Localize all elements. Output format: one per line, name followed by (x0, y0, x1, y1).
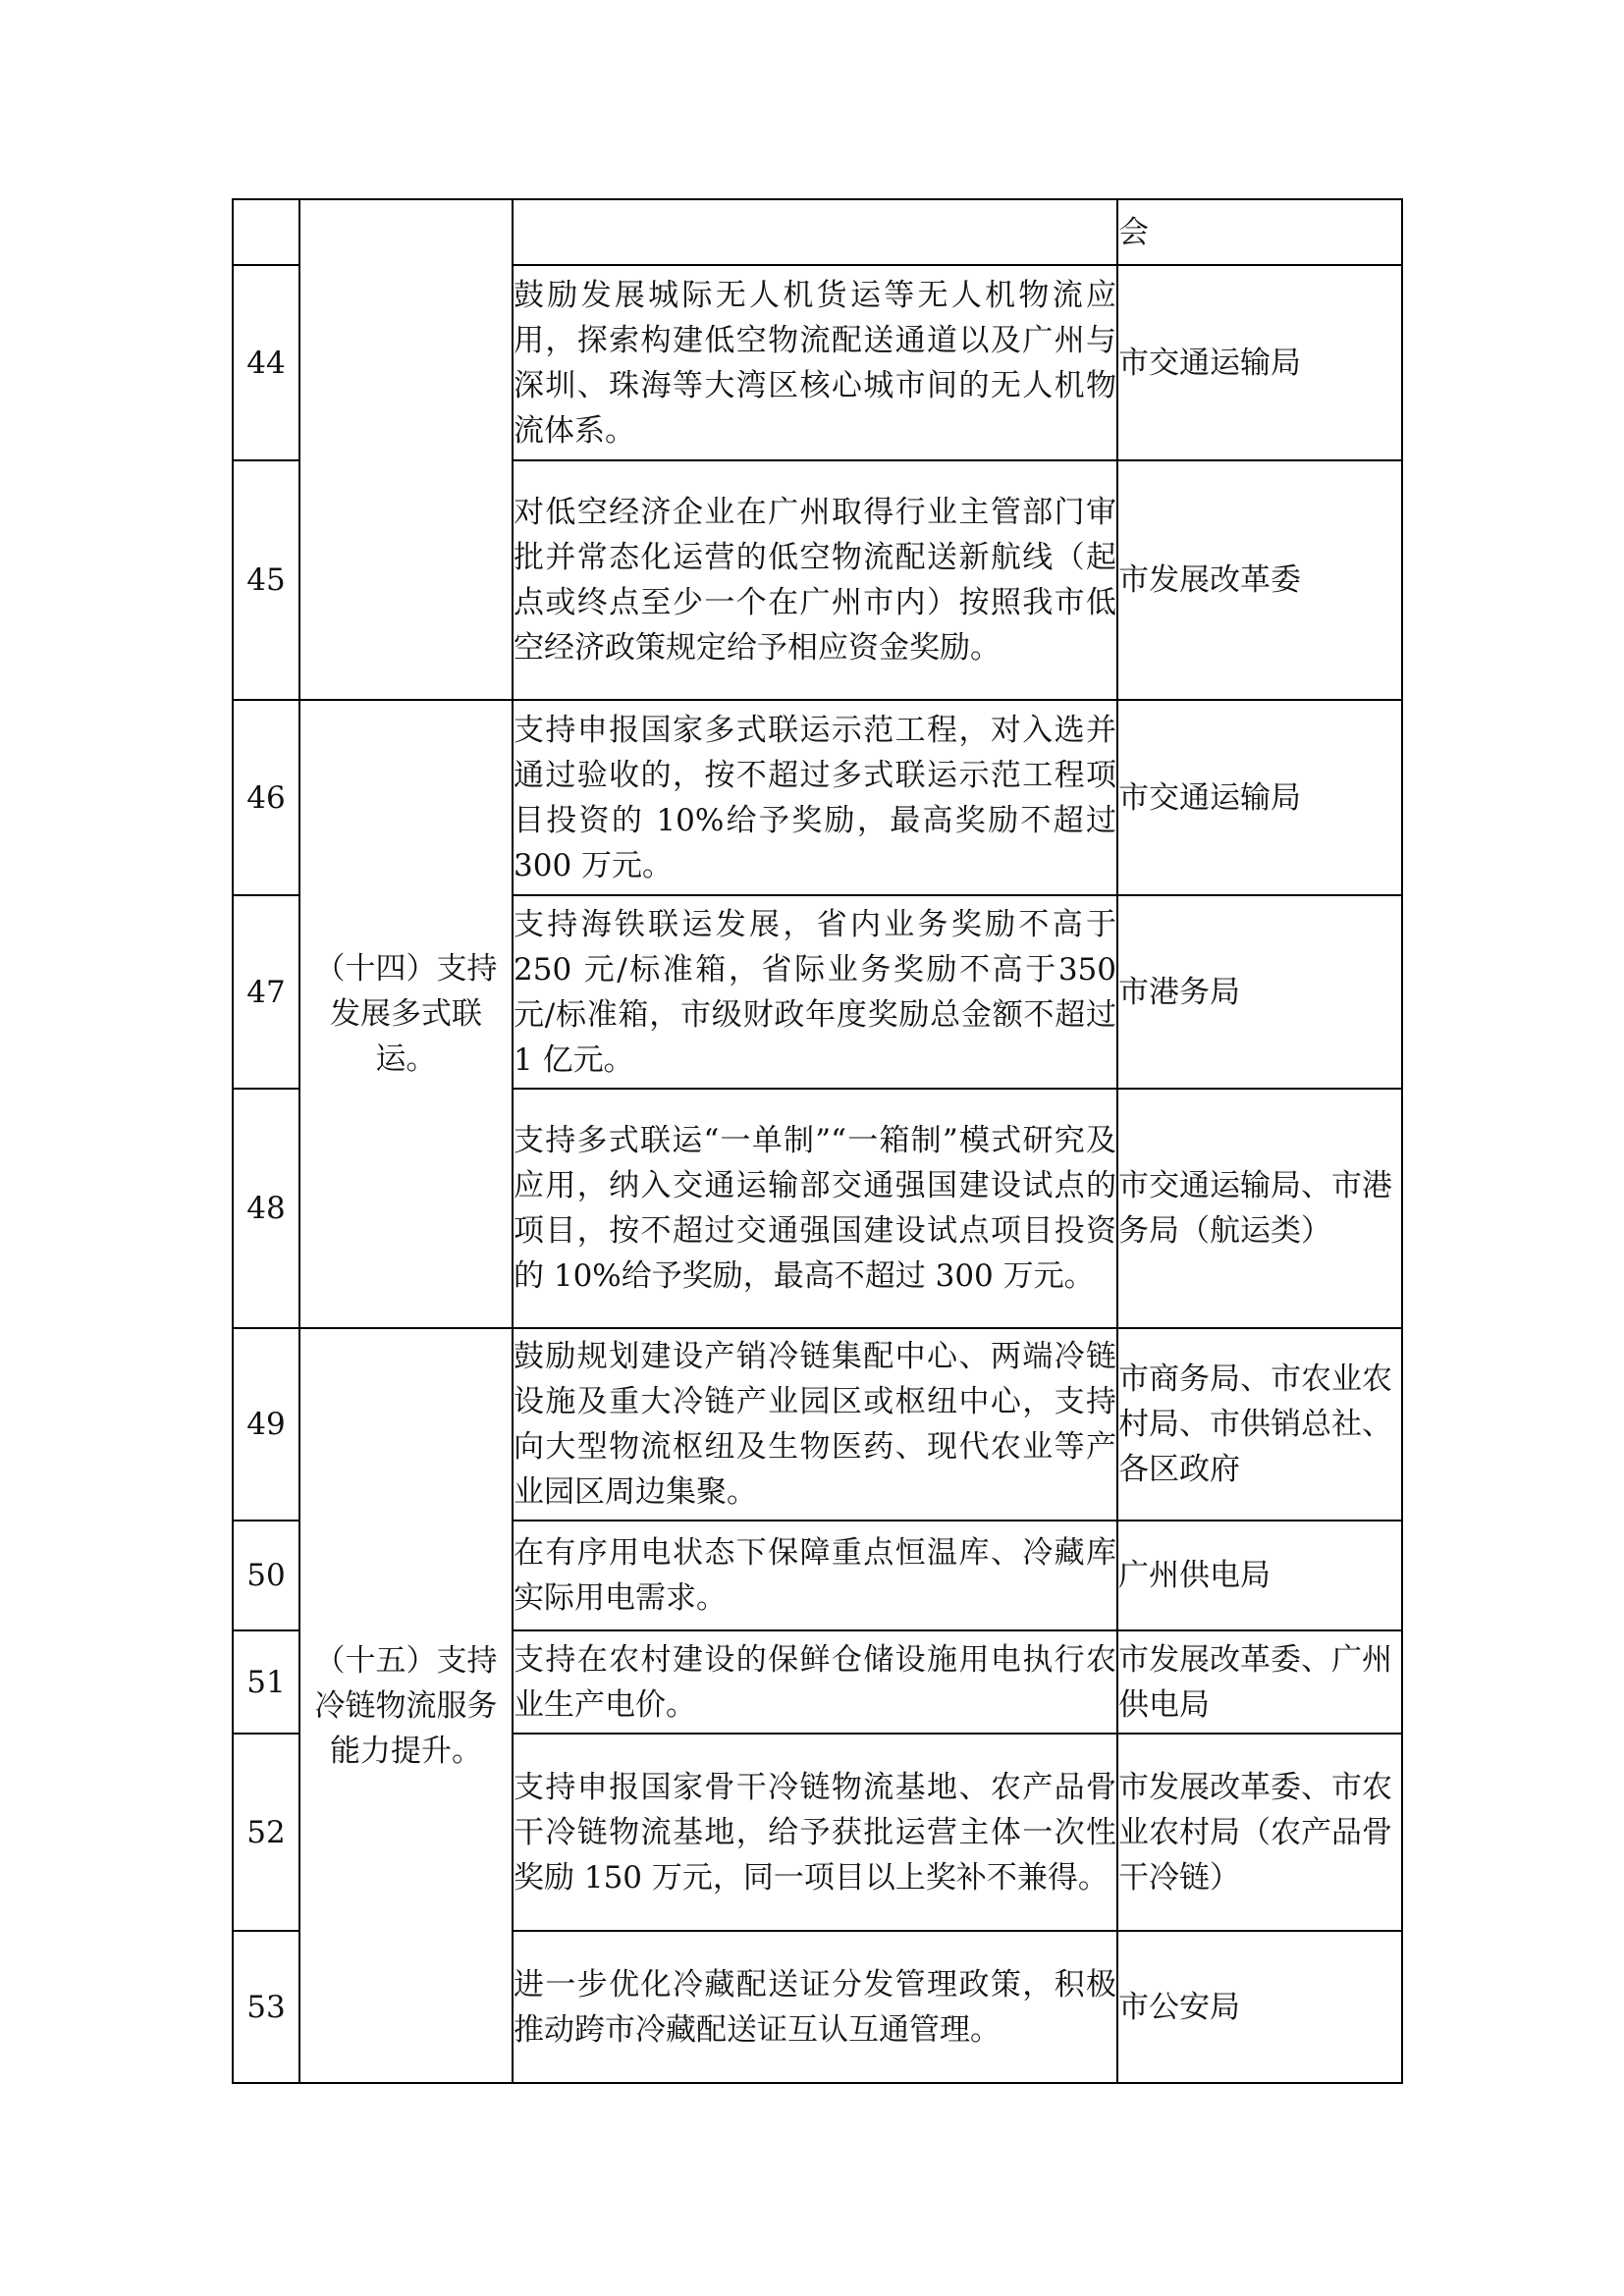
row-number: 45 (233, 460, 299, 700)
measure-cell: 支持海铁联运发展，省内业务奖励不高于 250 元/标准箱，省际业务奖励不高于350 元/标准箱，市级财政年度奖励总金额不超过 1 亿元。 (513, 895, 1117, 1089)
row-number: 51 (233, 1630, 299, 1734)
table-row (233, 199, 1402, 265)
department-cell: 广州供电局 (1117, 1521, 1402, 1630)
row-number: 46 (233, 700, 299, 895)
department-cell: 市发展改革委、市农业农村局（农产品骨干冷链） (1117, 1734, 1402, 1931)
measure-cell: 支持多式联运“一单制”“一箱制”模式研究及应用，纳入交通运输部交通强国建设试点的项目，按不超过交通强国建设试点项目投资的 10%给予奖励，最高不超过 300 万元。 (513, 1089, 1117, 1328)
policy-table (232, 198, 1403, 2084)
measure-cell: 支持申报国家多式联运示范工程，对入选并通过验收的，按不超过多式联运示范工程项目投资的 10%给予奖励，最高奖励不超过 300 万元。 (513, 700, 1117, 895)
category-cell (299, 199, 513, 700)
department-cell: 市商务局、市农业农村局、市供销总社、各区政府 (1117, 1328, 1402, 1521)
row-number: 49 (233, 1328, 299, 1521)
measure-cell: 在有序用电状态下保障重点恒温库、冷藏库实际用电需求。 (513, 1521, 1117, 1630)
row-number: 48 (233, 1089, 299, 1328)
row-number: 50 (233, 1521, 299, 1630)
row-number (233, 199, 299, 265)
department-cell: 市交通运输局、市港务局（航运类） (1117, 1089, 1402, 1328)
table-row (233, 1328, 1402, 1521)
department-cell: 市公安局 (1117, 1931, 1402, 2083)
measure-cell: 鼓励规划建设产销冷链集配中心、两端冷链设施及重大冷链产业园区或枢纽中心，支持向大型物流枢纽及生物医药、现代农业等产业园区周边集聚。 (513, 1328, 1117, 1521)
measure-cell: 对低空经济企业在广州取得行业主管部门审批并常态化运营的低空物流配送新航线（起点或终点至少一个在广州市内）按照我市低空经济政策规定给予相应资金奖励。 (513, 460, 1117, 700)
department-cell: 市港务局 (1117, 895, 1402, 1089)
row-number: 53 (233, 1931, 299, 2083)
measure-cell: 鼓励发展城际无人机货运等无人机物流应用，探索构建低空物流配送通道以及广州与深圳、珠海等大湾区核心城市间的无人机物流体系。 (513, 265, 1117, 460)
category-cell: （十四）支持发展多式联运。 (299, 700, 513, 1328)
row-number: 47 (233, 895, 299, 1089)
row-number: 44 (233, 265, 299, 460)
department-cell: 会 (1117, 199, 1402, 265)
measure-cell: 支持申报国家骨干冷链物流基地、农产品骨干冷链物流基地，给予获批运营主体一次性奖励 150 万元，同一项目以上奖补不兼得。 (513, 1734, 1117, 1931)
department-cell: 市发展改革委、广州供电局 (1117, 1630, 1402, 1734)
measure-cell: 支持在农村建设的保鲜仓储设施用电执行农业生产电价。 (513, 1630, 1117, 1734)
department-cell: 市交通运输局 (1117, 700, 1402, 895)
row-number: 52 (233, 1734, 299, 1931)
measure-cell (513, 199, 1117, 265)
measure-cell: 进一步优化冷藏配送证分发管理政策，积极推动跨市冷藏配送证互认互通管理。 (513, 1931, 1117, 2083)
department-cell: 市发展改革委 (1117, 460, 1402, 700)
department-cell: 市交通运输局 (1117, 265, 1402, 460)
category-cell: （十五）支持冷链物流服务能力提升。 (299, 1328, 513, 2083)
table-row (233, 700, 1402, 895)
